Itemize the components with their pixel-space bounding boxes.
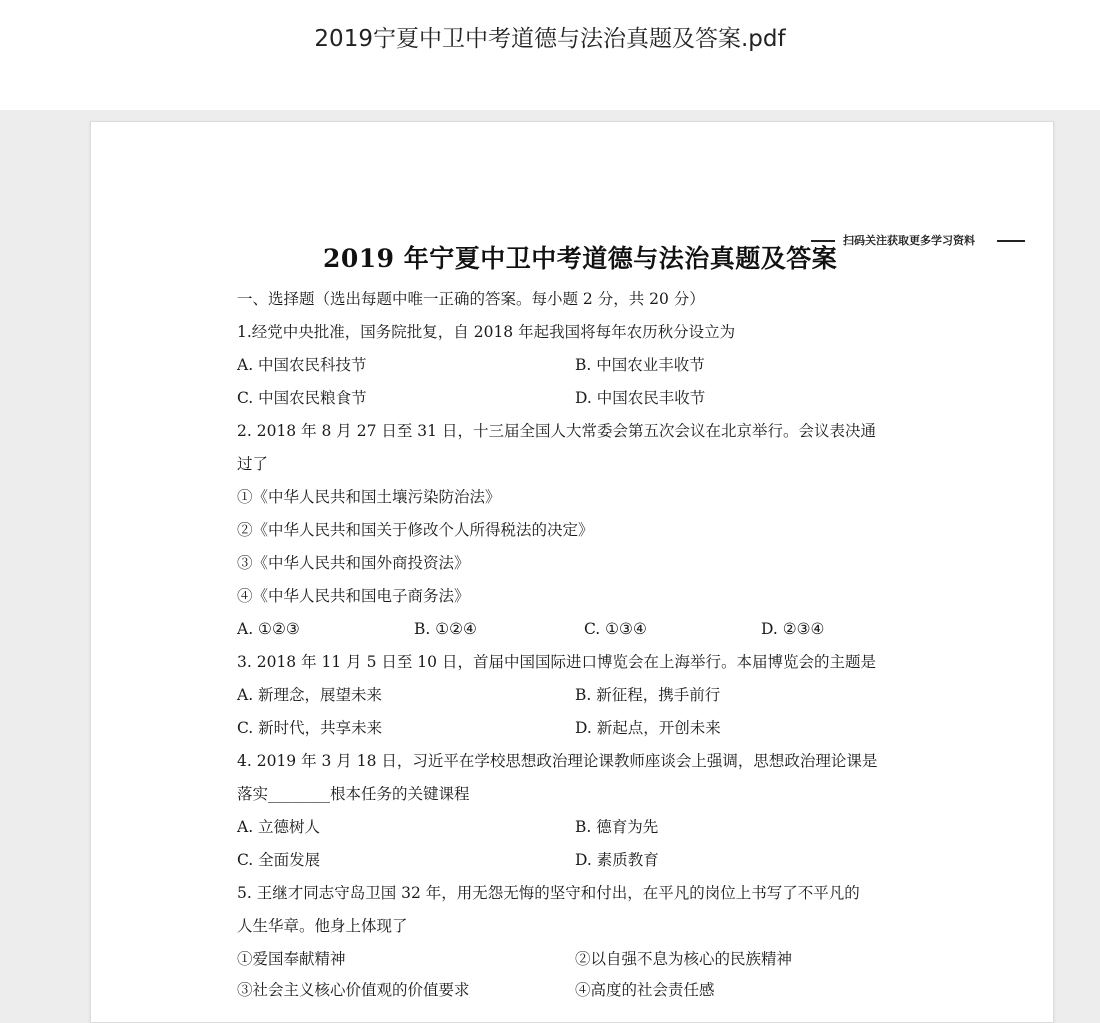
document-title: 2019 年宁夏中卫中考道德与法治真题及答案 [323, 244, 838, 273]
viewer-header [0, 0, 1100, 110]
q4-option-d: D. 素质教育 [575, 851, 659, 869]
section-heading: 一、选择题（选出每题中唯一正确的答案。每小题 2 分，共 20 分） [237, 290, 705, 308]
q3-option-b: B. 新征程，携手前行 [575, 686, 721, 704]
q1-option-c: C. 中国农民粮食节 [237, 389, 367, 407]
q2-item-1: ①《中华人民共和国土壤污染防治法》 [237, 488, 501, 506]
file-title: 2019宁夏中卫中考道德与法治真题及答案.pdf [314, 26, 786, 52]
q5-stem-line1: 5. 王继才同志守岛卫国 32 年，用无怨无悔的坚守和付出，在平凡的岗位上书写了不平凡的 [237, 884, 860, 902]
promo-rule-right [997, 240, 1025, 242]
q2-item-2: ②《中华人民共和国关于修改个人所得税法的决定》 [237, 521, 594, 539]
q2-stem-line2: 过了 [237, 455, 269, 473]
q4-option-c: C. 全面发展 [237, 851, 321, 869]
q2-stem-line1: 2. 2018 年 8 月 27 日至 31 日，十三届全国人大常委会第五次会议在北京举行。会议表决通 [237, 422, 876, 440]
q4-stem-line1: 4. 2019 年 3 月 18 日，习近平在学校思想政治理论课教师座谈会上强调，思想政治理论课是 [237, 752, 878, 770]
q5-stem-line2: 人生华章。他身上体现了 [237, 917, 408, 935]
q2-item-3: ③《中华人民共和国外商投资法》 [237, 554, 470, 572]
q2-option-a: A. ①②③ [237, 620, 300, 638]
q5-item-3: ③社会主义核心价值观的价值要求 [237, 981, 470, 999]
q4-stem-line2: 落实________根本任务的关键课程 [237, 785, 470, 803]
q3-option-c: C. 新时代，共享未来 [237, 719, 383, 737]
q2-item-4: ④《中华人民共和国电子商务法》 [237, 587, 470, 605]
q1-stem: 1.经党中央批准，国务院批复，自 2018 年起我国将每年农历秋分设立为 [237, 323, 736, 341]
q1-option-b: B. 中国农业丰收节 [575, 356, 705, 374]
q1-option-d: D. 中国农民丰收节 [575, 389, 706, 407]
q2-option-b: B. ①②④ [414, 620, 477, 638]
q5-item-2: ②以自强不息为核心的民族精神 [575, 950, 793, 968]
q2-option-d: D. ②③④ [761, 620, 825, 638]
q1-option-a: A. 中国农民科技节 [237, 356, 367, 374]
promo-text: 扫码关注获取更多学习资料 [843, 234, 975, 247]
q3-option-d: D. 新起点，开创未来 [575, 719, 721, 737]
pdf-page [90, 121, 1054, 1023]
q3-option-a: A. 新理念，展望未来 [237, 686, 383, 704]
promo-rule-left [811, 240, 835, 242]
q2-option-c: C. ①③④ [584, 620, 647, 638]
q3-stem: 3. 2018 年 11 月 5 日至 10 日，首届中国国际进口博览会在上海举行。本届博览会的主题是 [237, 653, 876, 671]
q5-item-1: ①爱国奉献精神 [237, 950, 346, 968]
q4-option-b: B. 德育为先 [575, 818, 659, 836]
q4-option-a: A. 立德树人 [237, 818, 321, 836]
q5-item-4: ④高度的社会责任感 [575, 981, 715, 999]
